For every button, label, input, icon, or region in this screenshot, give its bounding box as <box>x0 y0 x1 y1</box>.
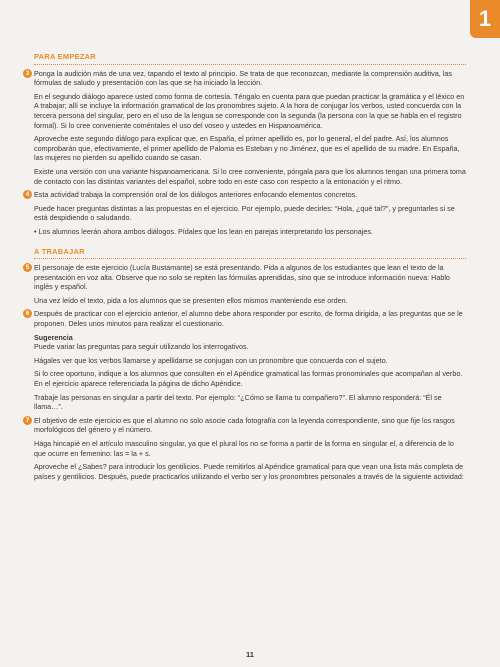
paragraph: Hágales ver que los verbos llamarse y apellidarse se conjugan con un pronombre que concuerda con el sujeto. <box>34 355 388 365</box>
paragraph: El objetivo de este ejercicio es que el alumno no solo asocie cada fotografía con la leyenda correspondiente, sino que fije los rasgos morfológicos del género y el número. <box>34 415 455 435</box>
exercise-4 <box>25 190 466 236</box>
paragraph: Puede variar las preguntas para seguir utilizando los interrogativos. <box>34 342 249 352</box>
paragraph: Aproveche este segundo diálogo para explicar que, en España, el primer apellido es, por lo general, el del padre. Así, los alumnos comprobarán que, efectivamente, el primer apellido de Paloma es Esteban y no Jiménez, que es el apellido de su madre. En España, las mujeres no pierden su apellido cuando se casan. <box>34 134 460 163</box>
paragraph: Esta actividad trabaja la comprensión oral de los diálogos anteriores enfocando elementos concretos. <box>34 190 358 200</box>
exercise-3 <box>25 68 466 187</box>
exercise-number-badge: 7 <box>23 416 32 425</box>
paragraph: El personaje de este ejercicio (Lucía Bustamante) se está presentando. Pida a algunos de los estudiantes que lean el texto de la presentación en voz alta. Observe que no solo se repiten las fórmulas aprendidas, sino que se introduce información nueva: Hablo inglés y español. <box>34 263 450 292</box>
paragraph: Existe una versión con una variante hispanoamericana. Si lo cree conveniente, póngala para que los alumnos tengan una primera toma de contacto con las distintas variantes del español, sobre todo en este caso con respecto a la entonación y el ritmo. <box>34 166 466 186</box>
exercise-number-badge: 3 <box>23 69 32 78</box>
section-heading-a-trabajar: A TRABAJAR <box>34 247 466 260</box>
exercise-6 <box>25 309 466 412</box>
page-number: 11 <box>245 650 255 659</box>
paragraph: Después de practicar con el ejercicio anterior, el alumno debe ahora responder por escrito, de forma dirigida, a las preguntas que se le proponen. Deles unos minutos para realizar el cuestionario. <box>34 309 463 329</box>
exercise-number-badge: 4 <box>23 190 32 199</box>
page-content <box>25 52 466 485</box>
paragraph: Haga hincapié en el artículo masculino singular, ya que el plural los no se forma a partir de la forma en singular el, a diferencia de lo que ocurre en femenino: las = la + s. <box>34 439 454 458</box>
exercise-number-badge: 5 <box>23 263 32 272</box>
paragraph: Puede hacer preguntas distintas a las propuestas en el ejercicio. Por ejemplo, puede decirles: “Hola, ¿qué tal?”, y preguntarles si se está despidiendo o saludando. <box>34 203 455 223</box>
paragraph: En el segundo diálogo aparece usted como forma de cortesía. Téngalo en cuenta para que puedan practicar la gramática y el léxico en A trabajar; allí se incluye la información gramatical de los pronombres sujeto. A la hora de conjugar los verbos, usted concuerda con la tercera persona del singular, pero en el uso de la lengua se corresponde con la segunda (la persona con la que se habla en el registro formal). Si lo cree conveniente coméntales el uso del voseo y ustedes en Hispanoamérica. <box>34 91 465 130</box>
bullet-paragraph: • Los alumnos leerán ahora ambos diálogos. Pídales que los lean en parejas interpretando los personajes. <box>34 227 466 237</box>
paragraph: Si lo cree oportuno, indique a los alumnos que consulten en el Apéndice gramatical las formas pronominales que acompañan al verbo. En el ejercicio aparece referenciada la página de dicho Apéndice. <box>34 369 463 389</box>
suggestion-heading: Sugerencia <box>34 332 73 342</box>
exercise-number-badge: 6 <box>23 309 32 318</box>
paragraph: Ponga la audición más de una vez, tapando el texto al principio. Se trata de que reconozcan, mediante la comprensión auditiva, las fórmulas de saludo y presentación con las que se ha iniciado la lección. <box>34 68 452 88</box>
section-heading-para-empezar: PARA EMPEZAR <box>34 52 466 65</box>
paragraph: Una vez leído el texto, pida a los alumnos que se presenten ellos mismos manteniendo ese orden. <box>34 295 348 305</box>
exercise-5 <box>25 263 466 305</box>
paragraph: Trabaje las personas en singular a partir del texto. Por ejemplo: “¿Cómo se llama tu compañero?”. El alumno responderá: “Él se llama…”. <box>34 392 442 412</box>
chapter-tab <box>470 0 500 38</box>
paragraph: Aproveche el ¿Sabes? para introducir los gentilicios. Puede remitirlos al Apéndice gramatical para que vean una lista más completa de países y gentilicios. Después, puede practicarlos utilizando el verbo ser y los pronombres personales a través de la siguiente actividad: <box>34 462 464 481</box>
exercise-7 <box>25 415 466 482</box>
chapter-number: 1 <box>478 6 492 31</box>
